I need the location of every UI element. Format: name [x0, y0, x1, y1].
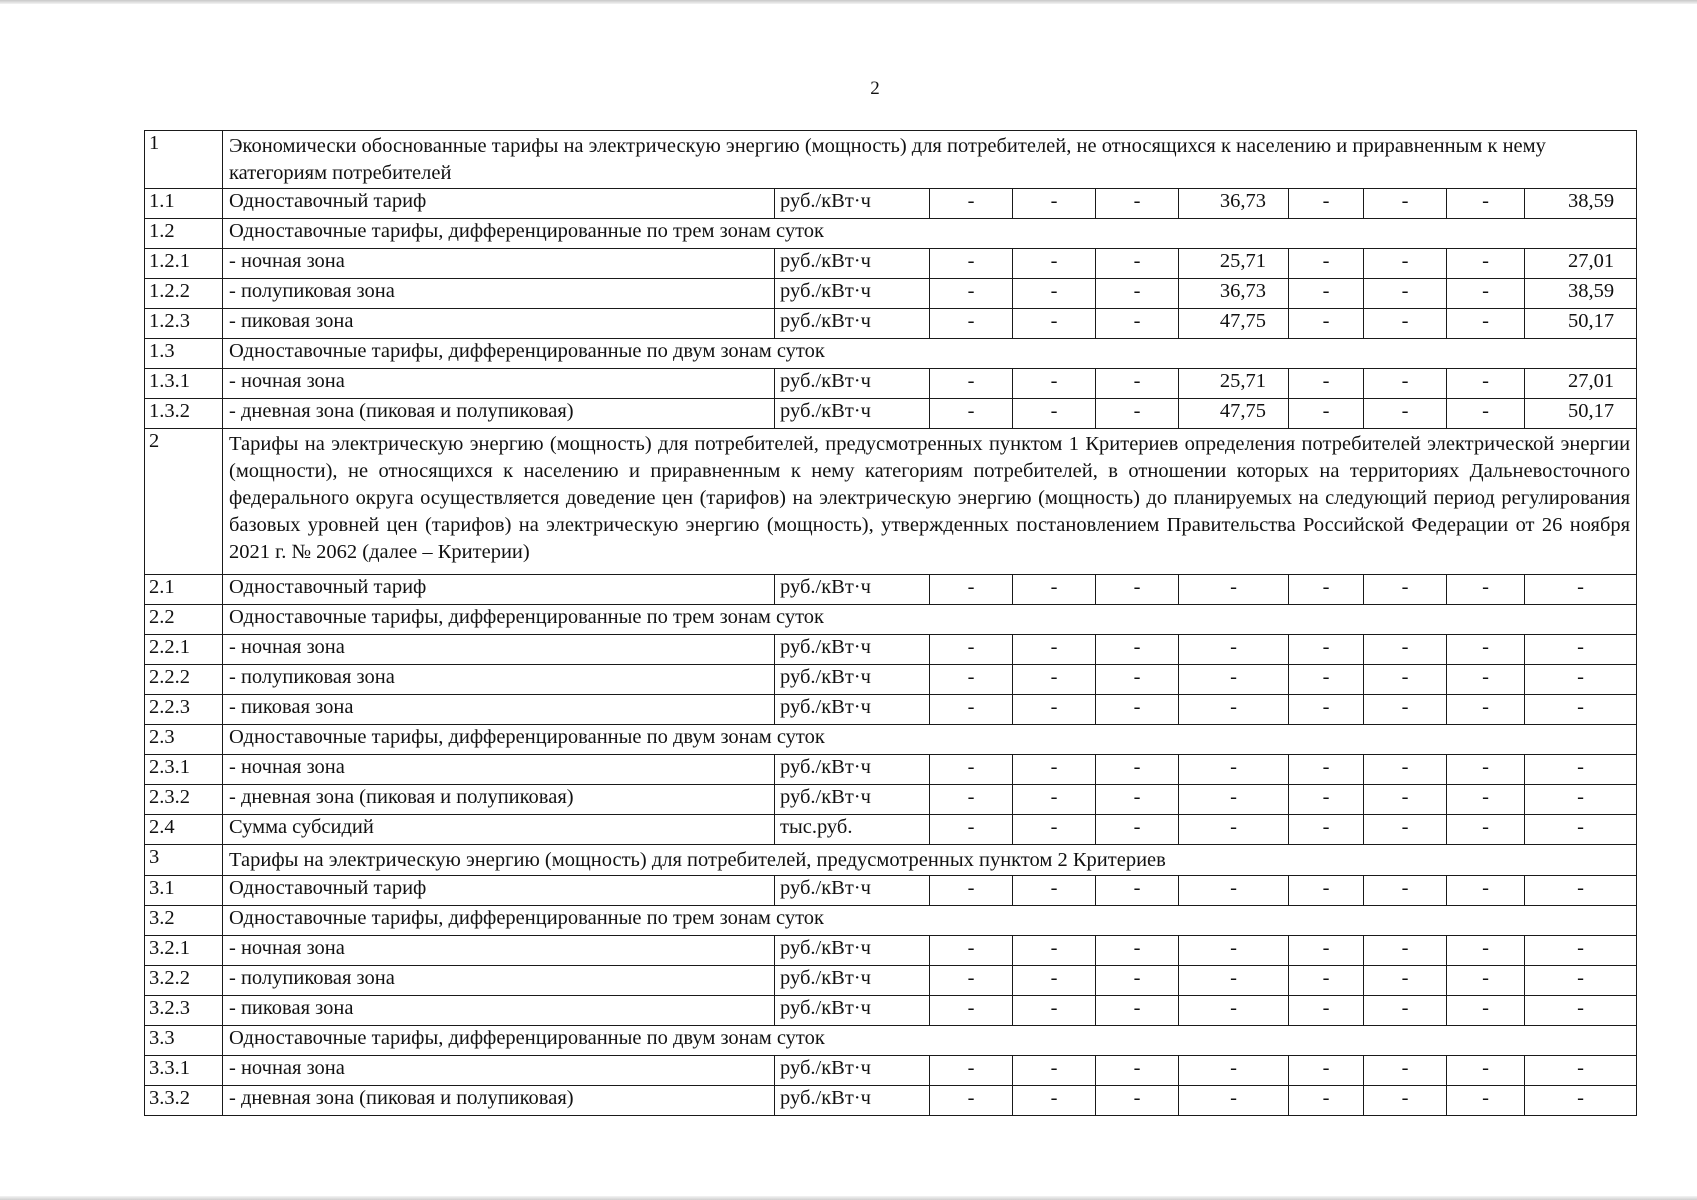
value-cell-val-4: 47,75 [1179, 399, 1289, 429]
value-cell-val-1: - [930, 369, 1013, 399]
row-number: 3.2.1 [145, 936, 223, 966]
value-cell-val-4: - [1179, 815, 1289, 845]
value-cell-val-2: - [1013, 399, 1096, 429]
value-cell-val-7: - [1447, 665, 1525, 695]
subheader-row [145, 906, 1637, 936]
value-cell-val-8: - [1525, 876, 1637, 906]
value-cell-val-5: - [1289, 996, 1364, 1026]
value-cell-val-6: - [1364, 876, 1447, 906]
table-row [145, 876, 1637, 906]
value-cell-val-3: - [1096, 1056, 1179, 1086]
row-label: - пиковая зона [223, 695, 775, 725]
row-label: - ночная зона [223, 635, 775, 665]
value-cell-val-8: 27,01 [1525, 249, 1637, 279]
subheader-label: Одноставочные тарифы, дифференцированные по двум зонам суток [223, 725, 1637, 755]
row-number: 3.3 [145, 1026, 223, 1056]
subheader-row [145, 339, 1637, 369]
value-cell-val-7: - [1447, 189, 1525, 219]
row-label: - ночная зона [223, 1056, 775, 1086]
section-row [145, 845, 1637, 876]
table-row [145, 785, 1637, 815]
subheader-row [145, 219, 1637, 249]
row-label: - ночная зона [223, 249, 775, 279]
value-cell-val-8: - [1525, 665, 1637, 695]
value-cell-val-7: - [1447, 1086, 1525, 1116]
value-cell-val-1: - [930, 996, 1013, 1026]
value-cell-val-6: - [1364, 369, 1447, 399]
value-cell-val-2: - [1013, 815, 1096, 845]
value-cell-val-8: - [1525, 755, 1637, 785]
section-row [145, 429, 1637, 575]
value-cell-val-8: - [1525, 936, 1637, 966]
value-cell-val-8: - [1525, 966, 1637, 996]
row-label: - полупиковая зона [223, 279, 775, 309]
value-cell-val-5: - [1289, 309, 1364, 339]
value-cell-val-2: - [1013, 1056, 1096, 1086]
value-cell-val-2: - [1013, 695, 1096, 725]
value-cell-val-4: - [1179, 785, 1289, 815]
value-cell-val-3: - [1096, 369, 1179, 399]
row-unit: тыс.руб. [775, 815, 930, 845]
row-number: 1.1 [145, 189, 223, 219]
row-number: 3.3.1 [145, 1056, 223, 1086]
row-unit: руб./кВт·ч [775, 635, 930, 665]
row-number: 3.1 [145, 876, 223, 906]
value-cell-val-5: - [1289, 876, 1364, 906]
value-cell-val-1: - [930, 1056, 1013, 1086]
value-cell-val-7: - [1447, 936, 1525, 966]
row-number: 1.3 [145, 339, 223, 369]
value-cell-val-8: - [1525, 695, 1637, 725]
value-cell-val-3: - [1096, 189, 1179, 219]
row-unit: руб./кВт·ч [775, 936, 930, 966]
section-title: Тарифы на электрическую энергию (мощность) для потребителей, предусмотренных пунктом 2 Критериев [223, 845, 1637, 876]
row-unit: руб./кВт·ч [775, 575, 930, 605]
value-cell-val-8: - [1525, 785, 1637, 815]
value-cell-val-4: - [1179, 635, 1289, 665]
value-cell-val-6: - [1364, 189, 1447, 219]
row-unit: руб./кВт·ч [775, 399, 930, 429]
value-cell-val-8: - [1525, 996, 1637, 1026]
row-label: Одноставочный тариф [223, 189, 775, 219]
value-cell-val-5: - [1289, 1056, 1364, 1086]
value-cell-val-1: - [930, 399, 1013, 429]
value-cell-val-7: - [1447, 279, 1525, 309]
value-cell-val-7: - [1447, 575, 1525, 605]
row-label: - ночная зона [223, 936, 775, 966]
value-cell-val-1: - [930, 966, 1013, 996]
value-cell-val-3: - [1096, 575, 1179, 605]
value-cell-val-5: - [1289, 1086, 1364, 1116]
table-row [145, 369, 1637, 399]
value-cell-val-3: - [1096, 966, 1179, 996]
subheader-label: Одноставочные тарифы, дифференцированные по двум зонам суток [223, 1026, 1637, 1056]
value-cell-val-1: - [930, 936, 1013, 966]
row-unit: руб./кВт·ч [775, 309, 930, 339]
row-unit: руб./кВт·ч [775, 1056, 930, 1086]
value-cell-val-7: - [1447, 309, 1525, 339]
value-cell-val-8: 38,59 [1525, 189, 1637, 219]
scan-edge-top [0, 0, 1697, 4]
table-body [145, 131, 1637, 1116]
value-cell-val-6: - [1364, 966, 1447, 996]
value-cell-val-5: - [1289, 936, 1364, 966]
value-cell-val-6: - [1364, 1056, 1447, 1086]
value-cell-val-2: - [1013, 575, 1096, 605]
value-cell-val-3: - [1096, 876, 1179, 906]
row-label: Сумма субсидий [223, 815, 775, 845]
value-cell-val-6: - [1364, 575, 1447, 605]
value-cell-val-7: - [1447, 785, 1525, 815]
subheader-label: Одноставочные тарифы, дифференцированные по трем зонам суток [223, 605, 1637, 635]
row-number: 3.3.2 [145, 1086, 223, 1116]
value-cell-val-3: - [1096, 635, 1179, 665]
value-cell-val-7: - [1447, 635, 1525, 665]
value-cell-val-1: - [930, 279, 1013, 309]
value-cell-val-7: - [1447, 876, 1525, 906]
value-cell-val-6: - [1364, 249, 1447, 279]
value-cell-val-3: - [1096, 785, 1179, 815]
table-row [145, 399, 1637, 429]
table-row [145, 309, 1637, 339]
value-cell-val-4: - [1179, 575, 1289, 605]
table-row [145, 1056, 1637, 1086]
value-cell-val-6: - [1364, 996, 1447, 1026]
section-number: 2 [145, 429, 223, 575]
value-cell-val-2: - [1013, 1086, 1096, 1116]
value-cell-val-6: - [1364, 785, 1447, 815]
value-cell-val-5: - [1289, 755, 1364, 785]
section-number: 3 [145, 845, 223, 876]
value-cell-val-2: - [1013, 249, 1096, 279]
value-cell-val-7: - [1447, 755, 1525, 785]
value-cell-val-2: - [1013, 369, 1096, 399]
value-cell-val-6: - [1364, 1086, 1447, 1116]
row-label: - дневная зона (пиковая и полупиковая) [223, 1086, 775, 1116]
row-unit: руб./кВт·ч [775, 189, 930, 219]
value-cell-val-8: - [1525, 575, 1637, 605]
value-cell-val-5: - [1289, 815, 1364, 845]
value-cell-val-2: - [1013, 996, 1096, 1026]
value-cell-val-7: - [1447, 815, 1525, 845]
value-cell-val-5: - [1289, 249, 1364, 279]
value-cell-val-6: - [1364, 936, 1447, 966]
value-cell-val-7: - [1447, 1056, 1525, 1086]
row-unit: руб./кВт·ч [775, 369, 930, 399]
value-cell-val-1: - [930, 695, 1013, 725]
value-cell-val-1: - [930, 575, 1013, 605]
table-row [145, 249, 1637, 279]
scan-edge-bottom [0, 1196, 1697, 1200]
value-cell-val-3: - [1096, 399, 1179, 429]
row-number: 2.3 [145, 725, 223, 755]
value-cell-val-5: - [1289, 665, 1364, 695]
value-cell-val-2: - [1013, 755, 1096, 785]
value-cell-val-6: - [1364, 695, 1447, 725]
value-cell-val-4: - [1179, 695, 1289, 725]
row-label: - полупиковая зона [223, 665, 775, 695]
row-label: - пиковая зона [223, 996, 775, 1026]
section-number: 1 [145, 131, 223, 189]
value-cell-val-5: - [1289, 966, 1364, 996]
row-unit: руб./кВт·ч [775, 279, 930, 309]
value-cell-val-2: - [1013, 279, 1096, 309]
value-cell-val-1: - [930, 249, 1013, 279]
row-label: - дневная зона (пиковая и полупиковая) [223, 785, 775, 815]
value-cell-val-4: 47,75 [1179, 309, 1289, 339]
page-number: 2 [870, 78, 880, 99]
row-unit: руб./кВт·ч [775, 249, 930, 279]
value-cell-val-3: - [1096, 936, 1179, 966]
value-cell-val-6: - [1364, 399, 1447, 429]
row-unit: руб./кВт·ч [775, 876, 930, 906]
row-unit: руб./кВт·ч [775, 966, 930, 996]
value-cell-val-4: - [1179, 1086, 1289, 1116]
value-cell-val-6: - [1364, 665, 1447, 695]
value-cell-val-7: - [1447, 996, 1525, 1026]
value-cell-val-1: - [930, 1086, 1013, 1116]
table-row [145, 635, 1637, 665]
value-cell-val-3: - [1096, 249, 1179, 279]
table-row [145, 966, 1637, 996]
subheader-row [145, 1026, 1637, 1056]
value-cell-val-4: - [1179, 996, 1289, 1026]
subheader-label: Одноставочные тарифы, дифференцированные по двум зонам суток [223, 339, 1637, 369]
row-unit: руб./кВт·ч [775, 996, 930, 1026]
value-cell-val-6: - [1364, 815, 1447, 845]
value-cell-val-8: 50,17 [1525, 399, 1637, 429]
value-cell-val-1: - [930, 189, 1013, 219]
value-cell-val-3: - [1096, 996, 1179, 1026]
row-number: 2.2 [145, 605, 223, 635]
value-cell-val-2: - [1013, 189, 1096, 219]
value-cell-val-7: - [1447, 966, 1525, 996]
row-number: 3.2 [145, 906, 223, 936]
value-cell-val-5: - [1289, 369, 1364, 399]
tariff-table [144, 130, 1637, 1116]
value-cell-val-7: - [1447, 695, 1525, 725]
row-label: - ночная зона [223, 755, 775, 785]
table-row [145, 1086, 1637, 1116]
row-label: - полупиковая зона [223, 966, 775, 996]
row-unit: руб./кВт·ч [775, 695, 930, 725]
value-cell-val-3: - [1096, 665, 1179, 695]
row-number: 2.3.1 [145, 755, 223, 785]
row-label: Одноставочный тариф [223, 575, 775, 605]
value-cell-val-7: - [1447, 249, 1525, 279]
value-cell-val-4: - [1179, 936, 1289, 966]
value-cell-val-3: - [1096, 309, 1179, 339]
subheader-label: Одноставочные тарифы, дифференцированные по трем зонам суток [223, 219, 1637, 249]
row-number: 3.2.3 [145, 996, 223, 1026]
value-cell-val-7: - [1447, 369, 1525, 399]
value-cell-val-5: - [1289, 695, 1364, 725]
section-title: Тарифы на электрическую энергию (мощность) для потребителей, предусмотренных пунктом 1 Критериев определения потребителей электрической энергии (мощности), не относящихся к населению и приравненным к нему категориям потребителей, в отношении которых на территориях Дальневосточного федерального округа осуществляется доведение цен (тарифов) на электрическую энергию (мощность) до планируемых на следующий период регулирования базовых уровней цен (тарифов) на электрическую энергию (мощность), утвержденных постановлением Правительства Российской Федерации от 26 ноября 2021 г. № 2062 (далее – Критерии) [223, 429, 1637, 575]
row-label: - пиковая зона [223, 309, 775, 339]
table-row [145, 665, 1637, 695]
value-cell-val-6: - [1364, 309, 1447, 339]
value-cell-val-1: - [930, 876, 1013, 906]
table-row [145, 695, 1637, 725]
value-cell-val-5: - [1289, 635, 1364, 665]
row-unit: руб./кВт·ч [775, 785, 930, 815]
value-cell-val-2: - [1013, 785, 1096, 815]
value-cell-val-4: 25,71 [1179, 369, 1289, 399]
table-row [145, 189, 1637, 219]
row-label: - дневная зона (пиковая и полупиковая) [223, 399, 775, 429]
value-cell-val-8: - [1525, 1056, 1637, 1086]
table-row [145, 936, 1637, 966]
value-cell-val-1: - [930, 785, 1013, 815]
value-cell-val-8: - [1525, 815, 1637, 845]
value-cell-val-3: - [1096, 815, 1179, 845]
row-unit: руб./кВт·ч [775, 1086, 930, 1116]
value-cell-val-8: - [1525, 1086, 1637, 1116]
value-cell-val-5: - [1289, 785, 1364, 815]
section-title: Экономически обоснованные тарифы на электрическую энергию (мощность) для потребителей, не относящихся к населению и приравненным к нему категориям потребителей [223, 131, 1637, 189]
row-number: 1.2.1 [145, 249, 223, 279]
row-label: - ночная зона [223, 369, 775, 399]
subheader-row [145, 725, 1637, 755]
value-cell-val-3: - [1096, 1086, 1179, 1116]
value-cell-val-4: - [1179, 1056, 1289, 1086]
value-cell-val-4: 36,73 [1179, 279, 1289, 309]
row-number: 1.2 [145, 219, 223, 249]
value-cell-val-6: - [1364, 279, 1447, 309]
row-number: 2.1 [145, 575, 223, 605]
value-cell-val-7: - [1447, 399, 1525, 429]
value-cell-val-3: - [1096, 279, 1179, 309]
value-cell-val-8: 50,17 [1525, 309, 1637, 339]
value-cell-val-5: - [1289, 279, 1364, 309]
row-label: Одноставочный тариф [223, 876, 775, 906]
value-cell-val-1: - [930, 665, 1013, 695]
value-cell-val-2: - [1013, 309, 1096, 339]
row-unit: руб./кВт·ч [775, 665, 930, 695]
table-row [145, 996, 1637, 1026]
table-row [145, 279, 1637, 309]
row-number: 1.2.3 [145, 309, 223, 339]
section-row [145, 131, 1637, 189]
row-number: 1.3.1 [145, 369, 223, 399]
row-number: 2.2.3 [145, 695, 223, 725]
row-number: 1.3.2 [145, 399, 223, 429]
value-cell-val-6: - [1364, 635, 1447, 665]
value-cell-val-8: 27,01 [1525, 369, 1637, 399]
value-cell-val-5: - [1289, 575, 1364, 605]
value-cell-val-2: - [1013, 665, 1096, 695]
value-cell-val-3: - [1096, 695, 1179, 725]
value-cell-val-2: - [1013, 635, 1096, 665]
value-cell-val-2: - [1013, 876, 1096, 906]
table-row [145, 575, 1637, 605]
value-cell-val-5: - [1289, 189, 1364, 219]
value-cell-val-5: - [1289, 399, 1364, 429]
row-number: 2.3.2 [145, 785, 223, 815]
row-number: 2.4 [145, 815, 223, 845]
value-cell-val-4: - [1179, 665, 1289, 695]
value-cell-val-2: - [1013, 936, 1096, 966]
subheader-row [145, 605, 1637, 635]
table-row [145, 815, 1637, 845]
subheader-label: Одноставочные тарифы, дифференцированные по трем зонам суток [223, 906, 1637, 936]
value-cell-val-6: - [1364, 755, 1447, 785]
value-cell-val-1: - [930, 635, 1013, 665]
row-number: 3.2.2 [145, 966, 223, 996]
row-number: 1.2.2 [145, 279, 223, 309]
value-cell-val-3: - [1096, 755, 1179, 785]
row-number: 2.2.1 [145, 635, 223, 665]
value-cell-val-4: - [1179, 966, 1289, 996]
value-cell-val-4: - [1179, 876, 1289, 906]
table-row [145, 755, 1637, 785]
value-cell-val-8: - [1525, 635, 1637, 665]
value-cell-val-8: 38,59 [1525, 279, 1637, 309]
row-unit: руб./кВт·ч [775, 755, 930, 785]
row-number: 2.2.2 [145, 665, 223, 695]
value-cell-val-4: 25,71 [1179, 249, 1289, 279]
value-cell-val-4: - [1179, 755, 1289, 785]
value-cell-val-2: - [1013, 966, 1096, 996]
value-cell-val-1: - [930, 309, 1013, 339]
value-cell-val-4: 36,73 [1179, 189, 1289, 219]
value-cell-val-1: - [930, 755, 1013, 785]
value-cell-val-1: - [930, 815, 1013, 845]
